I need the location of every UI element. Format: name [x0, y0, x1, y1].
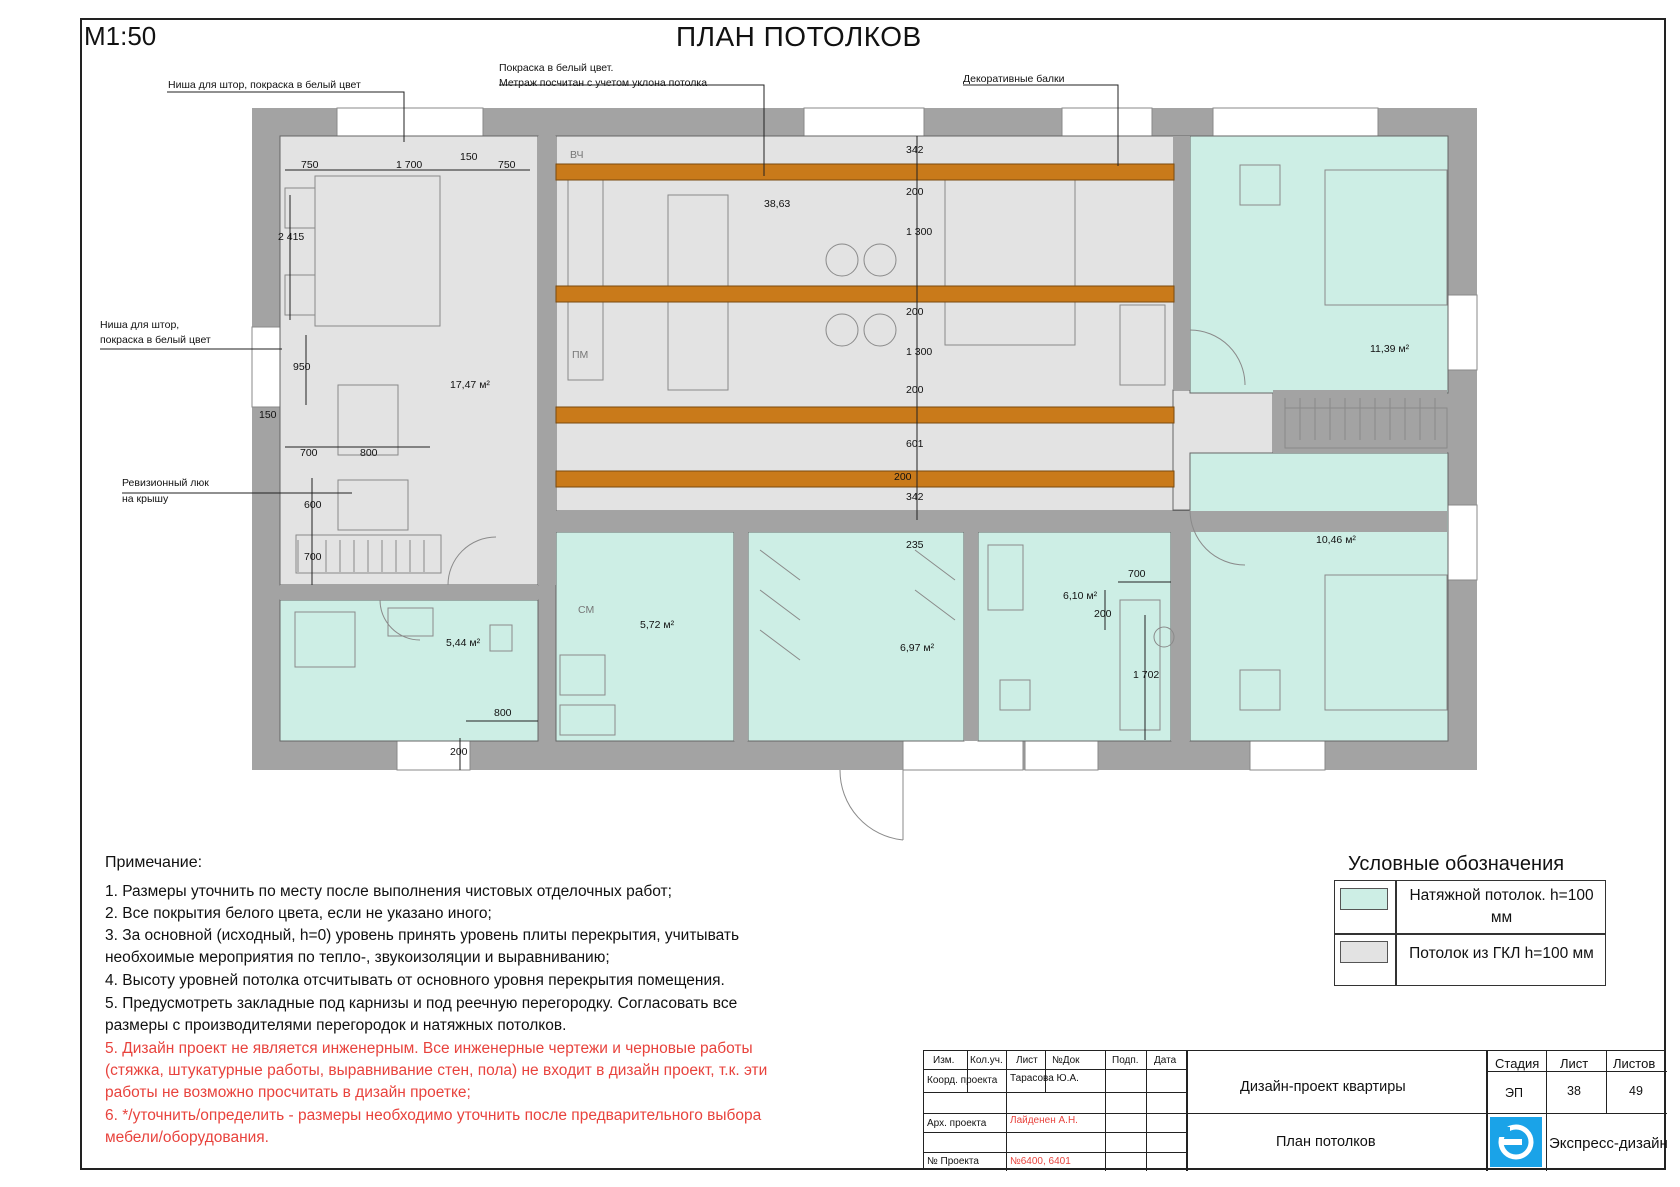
room-bedroom-left [280, 136, 538, 585]
callout-beams: Декоративные балки [963, 73, 1065, 85]
dim-label: 200 [906, 306, 924, 318]
dim-label: 800 [494, 707, 512, 719]
company-logo [1490, 1117, 1542, 1167]
legend-label-stretch-2: мм [1490, 909, 1513, 926]
dishwasher-label: ПМ [572, 349, 589, 361]
dim-label: 200 [450, 746, 468, 758]
room-area-bedroom-right-top: 11,39 м² [1370, 343, 1410, 355]
callout-paint-white-2: Метраж посчитан с учетом уклона потолка [499, 77, 708, 89]
stamp-coord-name: Тарасова Ю.А. [1010, 1073, 1079, 1084]
stamp-sheets-header: Листов [1613, 1056, 1656, 1071]
room-bedroom-right-bottom [1190, 453, 1448, 741]
dim-label: 700 [300, 447, 318, 459]
stamp-sheet-name: План потолков [1276, 1134, 1376, 1150]
dim-label: 700 [1128, 568, 1146, 580]
dim-label: 700 [304, 551, 322, 563]
note-item-warning: 5. Дизайн проект не является инженерным. Все инженерные чертежи и черновые работы [105, 1040, 753, 1057]
note-item: 4. Высоту уровней потолка отсчитывать от основного уровня перекрытия помещения. [105, 972, 725, 989]
dim-label: 235 [906, 539, 924, 551]
dim-label: 950 [293, 361, 311, 373]
stamp-arch-label: Арх. проекта [927, 1118, 987, 1129]
stamp-header: Кол.уч. [970, 1055, 1003, 1066]
stamp-header: №Док [1052, 1055, 1080, 1066]
dim-label: 150 [259, 409, 277, 421]
dim-label: 1 300 [906, 226, 933, 238]
legend-title: Условные обозначения [1348, 853, 1565, 875]
dim-label: 200 [894, 471, 912, 483]
callout-curtain-niche-left-1: Ниша для штор, [100, 319, 180, 331]
stamp-header: Лист [1016, 1055, 1038, 1066]
stamp-company: Экспресс-дизайн [1549, 1135, 1668, 1152]
legend-label-stretch-1: Натяжной потолок. h=100 [1409, 887, 1594, 904]
room-area-laundry: 5,72 м² [640, 619, 675, 631]
stamp-stage-header: Стадия [1495, 1056, 1540, 1071]
legend-label-gkl: Потолок из ГКЛ h=100 мм [1409, 945, 1594, 962]
room-area-wardrobe: 6,97 м² [900, 642, 935, 654]
stamp-sheet: 38 [1567, 1084, 1581, 1098]
beam [556, 164, 1174, 180]
stamp-coord-label: Коорд. проекта [927, 1075, 998, 1086]
room-wardrobe [748, 532, 964, 741]
dim-label: 800 [360, 447, 378, 459]
dim-label: 2 415 [278, 231, 305, 243]
stamp-header: Подп. [1112, 1055, 1139, 1066]
stamp-document-title: Дизайн-проект квартиры [1240, 1079, 1406, 1095]
dim-label: 150 [460, 151, 478, 163]
dim-label: 750 [301, 159, 319, 171]
dim-label: 600 [304, 499, 322, 511]
dim-label: 750 [498, 159, 516, 171]
note-item-warning: работы не возможно просчитать в дизайн проетке; [105, 1084, 471, 1101]
room-bedroom-right-top [1190, 136, 1448, 393]
stamp-header: Дата [1154, 1055, 1177, 1066]
room-area-bath-right: 6,10 м² [1063, 590, 1098, 602]
note-item-warning: 6. */уточнить/определить - размеры необходимо уточнить после предварительного выбора [105, 1107, 762, 1124]
callout-hatch-1: Ревизионный люк [122, 477, 209, 489]
dim-label: 1 702 [1133, 669, 1160, 681]
stamp-header: Изм. [933, 1055, 955, 1066]
dim-label: 1 300 [906, 346, 933, 358]
note-item-warning: (стяжка, штукатурные работы, выравнивание стен, пола) не входит в дизайн проект, т.к. эти [105, 1062, 768, 1079]
company-logo-icon [1490, 1117, 1542, 1167]
room-area-bedroom-left: 17,47 м² [450, 379, 490, 391]
notes-title: Примечание: [105, 854, 203, 871]
beam [556, 471, 1174, 487]
room-area-living: 38,63 [764, 198, 791, 210]
stamp-sheets: 49 [1629, 1084, 1643, 1098]
note-item: 2. Все покрытия белого цвета, если не указано иного; [105, 905, 492, 922]
scale-label: М1:50 [84, 21, 157, 51]
washer-label: СМ [578, 604, 595, 616]
dim-label: 342 [906, 144, 924, 156]
room-area-bath-left: 5,44 м² [446, 637, 481, 649]
beam [556, 286, 1174, 302]
stamp-project-number: №6400, 6401 [1010, 1156, 1071, 1167]
fridge-label: ВЧ [570, 149, 584, 161]
title-block [923, 1050, 1666, 1170]
stamp-arch-name: Лайденен А.Н. [1010, 1115, 1078, 1126]
dim-label: 601 [906, 438, 924, 450]
legend-swatch-stretch [1340, 888, 1388, 910]
callout-curtain-niche-top: Ниша для штор, покраска в белый цвет [168, 79, 361, 91]
stamp-project-label: № Проекта [927, 1156, 979, 1167]
callout-hatch-2: на крышу [122, 493, 169, 505]
note-item: 1. Размеры уточнить по месту после выполнения чистовых отделочных работ; [105, 883, 672, 900]
note-item: размеры с производителями перегородок и натяжных потолков. [105, 1017, 567, 1034]
sheet-title: ПЛАН ПОТОЛКОВ [676, 21, 922, 52]
dim-label: 200 [1094, 608, 1112, 620]
note-item-warning: мебели/оборудования. [105, 1129, 269, 1146]
dim-label: 200 [906, 384, 924, 396]
note-item: 5. Предусмотреть закладные под карнизы и под реечную перегородку. Согласовать все [105, 995, 738, 1012]
legend-swatch-gkl [1340, 941, 1388, 963]
dim-label: 1 700 [396, 159, 423, 171]
beam [556, 407, 1174, 423]
dim-label: 342 [906, 491, 924, 503]
room-area-bedroom-right-bottom: 10,46 м² [1316, 534, 1356, 546]
dim-label: 200 [906, 186, 924, 198]
stamp-sheet-header: Лист [1560, 1056, 1589, 1071]
legend [1334, 880, 1606, 986]
note-item: необхоимые мероприятия по тепло-, звукоизоляции и выравниванию; [105, 949, 610, 966]
note-item: 3. За основной (исходный, h=0) уровень принять уровень плиты перекрытия, учитывать [105, 927, 740, 944]
stamp-stage: ЭП [1505, 1086, 1523, 1100]
callout-curtain-niche-left-2: покраска в белый цвет [100, 334, 211, 346]
room-laundry [556, 532, 734, 741]
callout-paint-white-1: Покраска в белый цвет. [499, 62, 614, 74]
